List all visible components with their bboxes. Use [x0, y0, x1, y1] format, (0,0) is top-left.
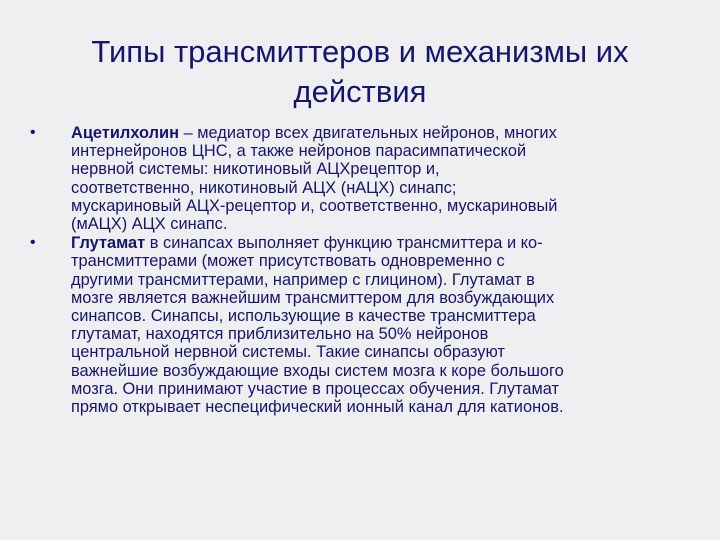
bullet-line: интернейронов ЦНС, а также нейронов парасимпатической: [71, 142, 527, 161]
bullet-line: прямо открывает неспецифический ионный канал для катионов.: [71, 398, 564, 417]
bullet-line: мускариновый АЦХ-рецептор и, соответственно, мускариновый: [71, 196, 558, 215]
bullet-line: [71, 234, 688, 252]
bullet-line: мозге является важнейшим трансмиттером для возбуждающих: [71, 288, 555, 307]
bullet-line: (мАЦХ) АЦХ синапс.: [71, 215, 228, 234]
bullet-line: [71, 124, 688, 142]
bullet-line: важнейшие возбуждающие входы систем мозга к коре большого: [71, 361, 564, 380]
bullet-item-acetylcholine: [28, 124, 688, 233]
bullet-line: трансмиттерами (может присутствовать одновременно с: [71, 252, 505, 271]
bullet-line: глутамат, находятся приблизительно на 50% нейронов: [71, 325, 489, 344]
slide-title-line-2: действия: [293, 74, 427, 109]
bullet-line: другими трансмиттерами, например с глицином). Глутамат в: [71, 270, 535, 289]
slide-title-line-1: Типы трансмиттеров и механизмы их: [91, 34, 629, 69]
bullet-text: – медиатор всех двигательных нейронов, многих: [179, 124, 557, 142]
bullet-list: [28, 124, 688, 417]
bullet-line: соответственно, никотиновый АЦХ (нАЦХ) синапс;: [71, 178, 457, 197]
bullet-line: синапсов. Синапсы, использующие в качестве трансмиттера: [71, 307, 536, 326]
bullet-item-glutamate: [28, 234, 688, 416]
bullet-text: в синапсах выполняет функцию трансмиттера и ко-: [145, 234, 543, 253]
bullet-line: мозга. Они принимают участие в процессах обучения. Глутамат: [71, 379, 559, 398]
bullet-line: нервной системы: никотиновый АЦХрецептор и,: [71, 160, 440, 179]
slide-title: [40, 32, 680, 112]
bullet-term: Глутамат: [71, 234, 146, 253]
bullet-line: центральной нервной системы. Такие синапсы образуют: [71, 343, 505, 362]
bullet-symbol: •: [30, 124, 36, 141]
bullet-term: Ацетилхолин: [71, 124, 180, 142]
bullet-symbol: •: [30, 234, 36, 252]
